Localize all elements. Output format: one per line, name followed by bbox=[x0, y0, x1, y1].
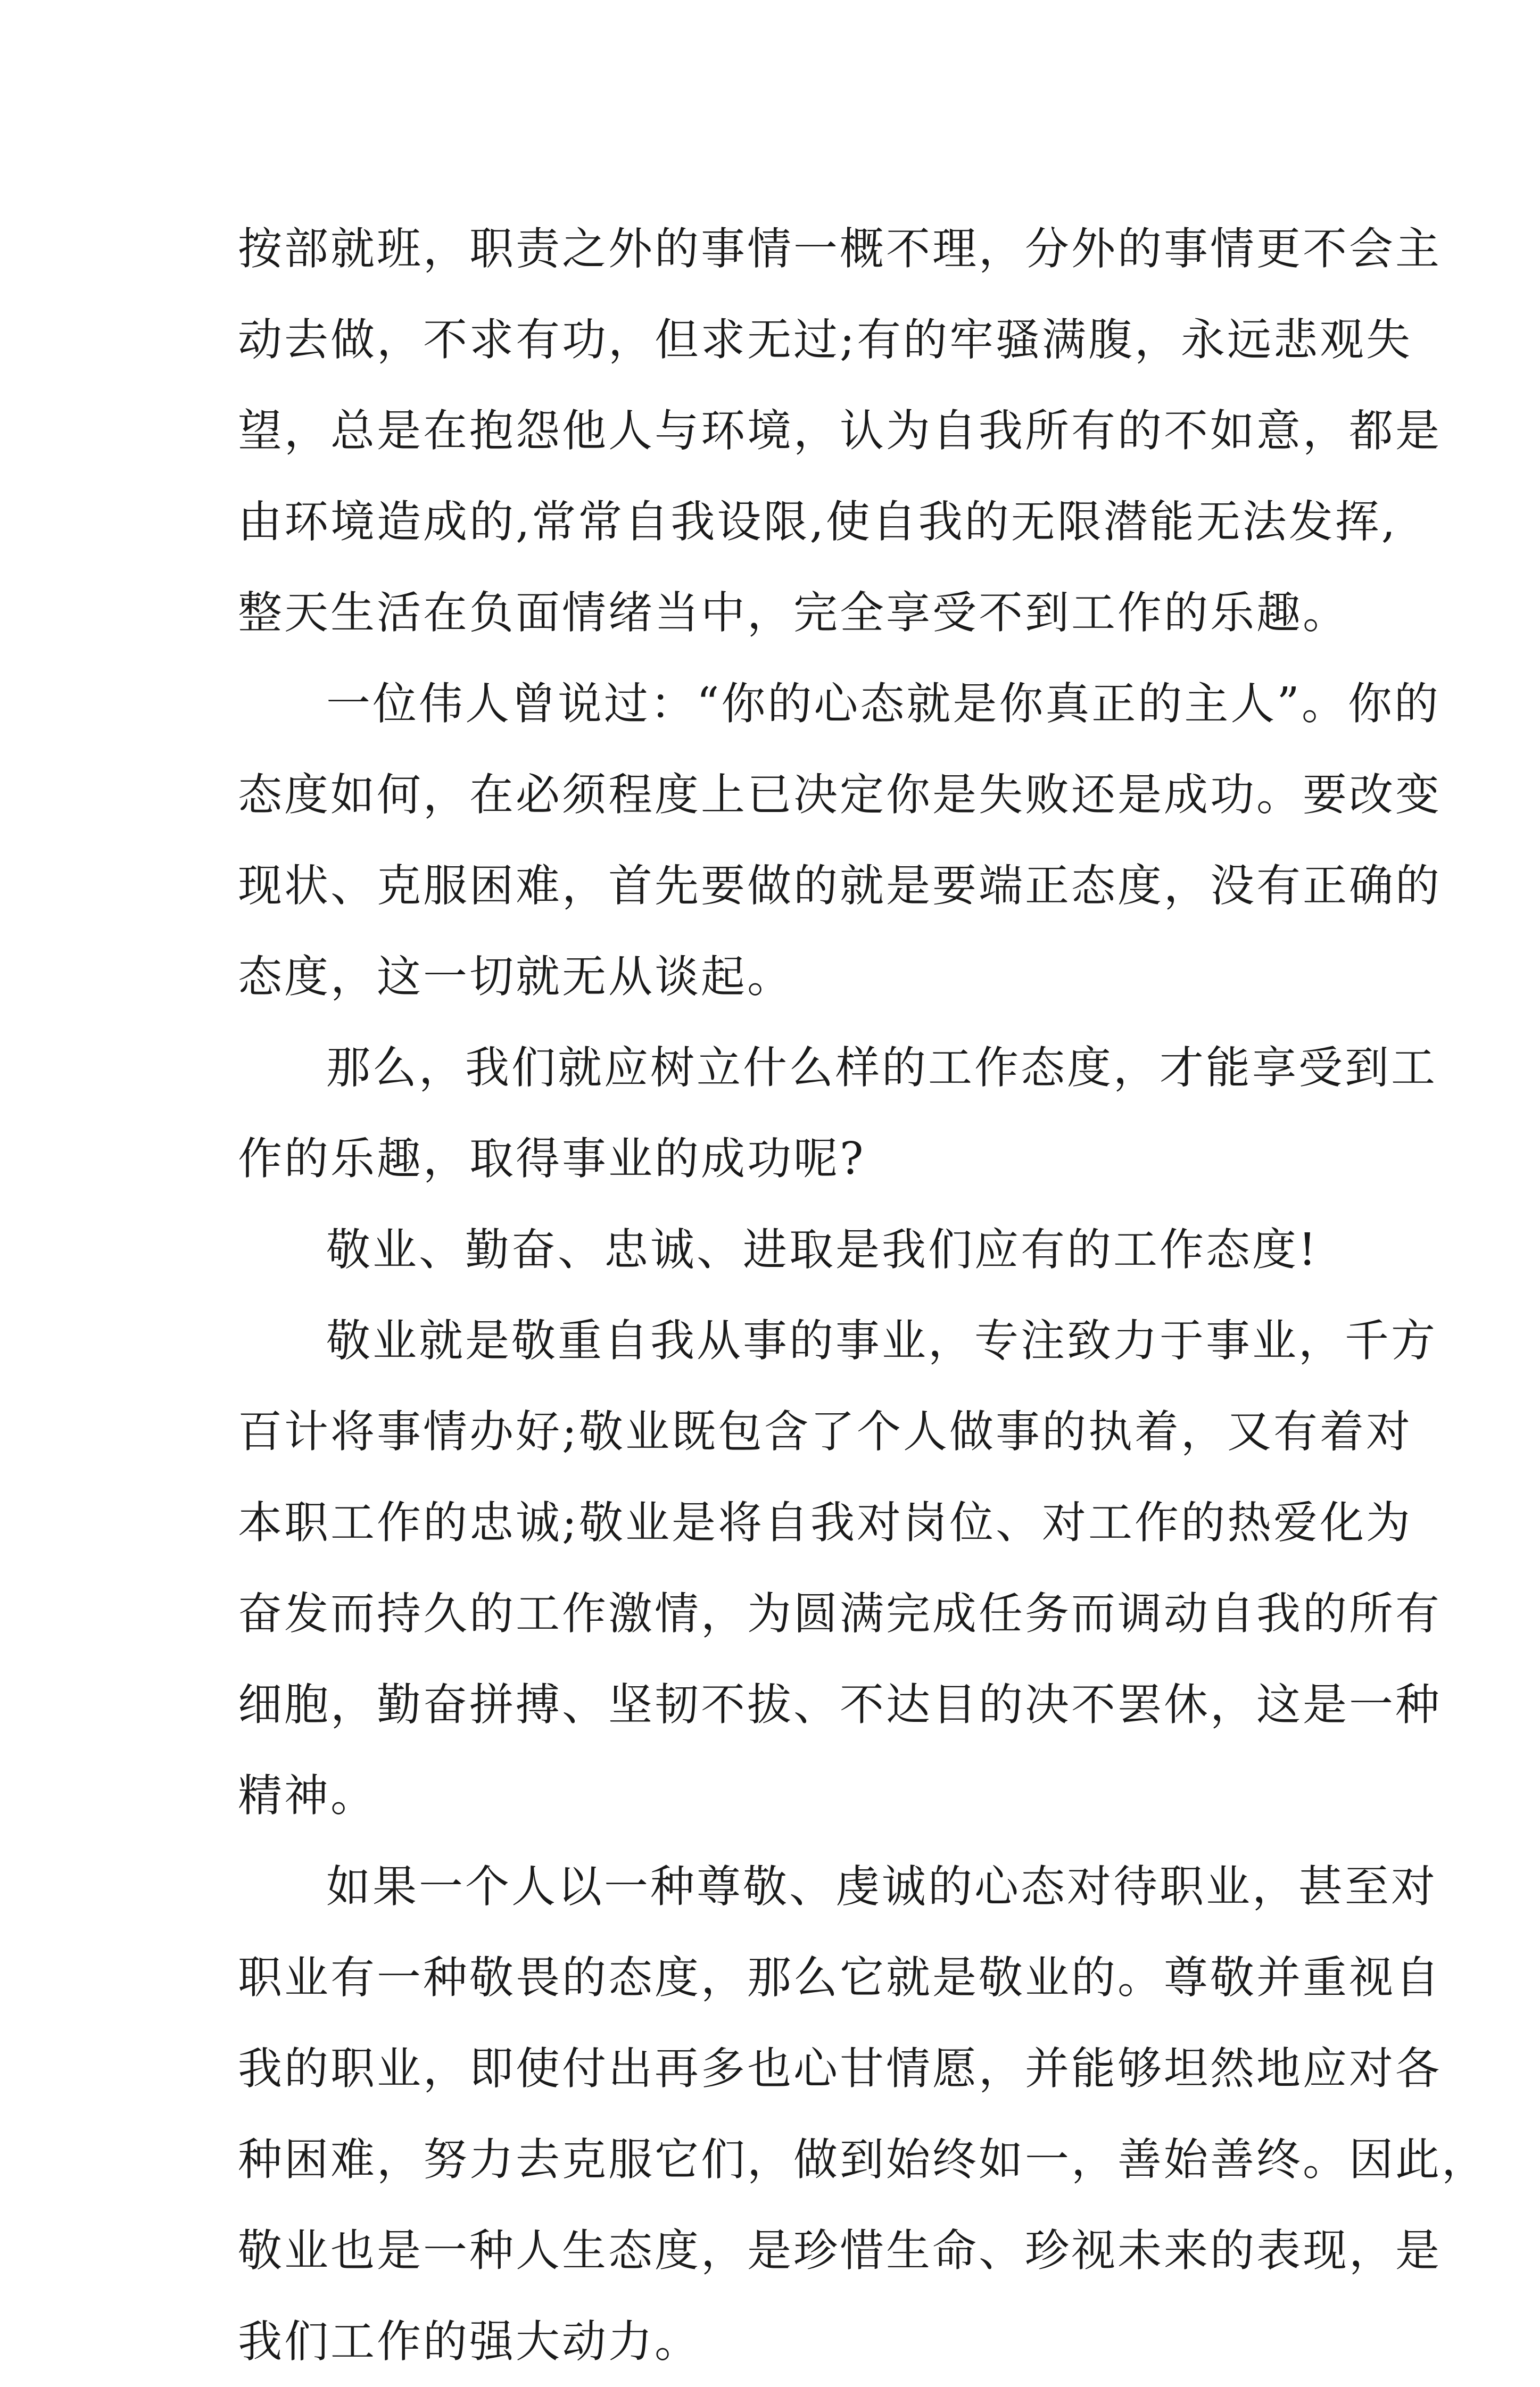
text-line: 我们工作的强大动力。 bbox=[238, 2316, 701, 2367]
text-line: 态度如何，在必须程度上已决定你是失败还是成功。要改变 bbox=[238, 769, 1442, 820]
text-line: 由环境造成的,常常自我设限,使自我的无限潜能无法发挥, bbox=[238, 496, 1398, 548]
text-line: 细胞，勤奋拼搏、坚韧不拔、不达目的决不罢休，这是一种 bbox=[238, 1679, 1442, 1730]
paragraph bbox=[238, 1841, 1488, 2387]
text-line: 职业有一种敬畏的态度，那么它就是敬业的。尊敬并重视自 bbox=[238, 1952, 1442, 2003]
text-line: 动去做，不求有功，但求无过;有的牢骚满腹，永远悲观失 bbox=[238, 314, 1412, 366]
text-line: 本职工作的忠诚;敬业是将自我对岗位、对工作的热爱化为 bbox=[238, 1497, 1412, 1548]
text-line: 精神。 bbox=[238, 1770, 377, 1821]
text-line: 敬业、勤奋、忠诚、进取是我们应有的工作态度! bbox=[326, 1224, 1319, 1275]
text-line: 一位伟人曾说过：“你的心态就是你真正的主人”。你的 bbox=[326, 678, 1440, 730]
text-line: 如果一个人以一种尊敬、虔诚的心态对待职业，甚至对 bbox=[326, 1861, 1437, 1912]
text-line: 态度，这一切就无从谈起。 bbox=[238, 951, 793, 1002]
text-line: 敬业就是敬重自我从事的事业，专注致力于事业，千方 bbox=[326, 1315, 1437, 1366]
text-line: 敬业也是一种人生态度，是珍惜生命、珍视未来的表现，是 bbox=[238, 2225, 1442, 2276]
paragraph bbox=[238, 1204, 1319, 1295]
text-line: 种困难，努力去克服它们，做到始终如一，善始善终。因此， bbox=[238, 2134, 1488, 2185]
text-line: 望，总是在抱怨他人与环境，认为自我所有的不如意，都是 bbox=[238, 405, 1442, 457]
text-line: 我的职业，即使付出再多也心甘情愿，并能够坦然地应对各 bbox=[238, 2043, 1442, 2094]
text-line: 整天生活在负面情绪当中，完全享受不到工作的乐趣。 bbox=[238, 587, 1349, 639]
paragraph bbox=[238, 658, 1442, 1022]
text-line: 现状、克服困难，首先要做的就是要端正态度，没有正确的 bbox=[238, 860, 1442, 911]
text-line: 作的乐趣，取得事业的成功呢? bbox=[238, 1133, 866, 1184]
paragraph bbox=[238, 1295, 1442, 1841]
text-line: 按部就班，职责之外的事情一概不理，分外的事情更不会主 bbox=[238, 223, 1442, 275]
text-line: 百计将事情办好;敬业既包含了个人做事的执着，又有着对 bbox=[238, 1406, 1412, 1457]
text-line: 那么，我们就应树立什么样的工作态度，才能享受到工 bbox=[326, 1042, 1437, 1093]
body-text bbox=[238, 203, 1488, 2387]
paragraph bbox=[238, 1022, 1437, 1204]
text-line: 奋发而持久的工作激情，为圆满完成任务而调动自我的所有 bbox=[238, 1588, 1442, 1639]
paragraph bbox=[238, 203, 1442, 658]
